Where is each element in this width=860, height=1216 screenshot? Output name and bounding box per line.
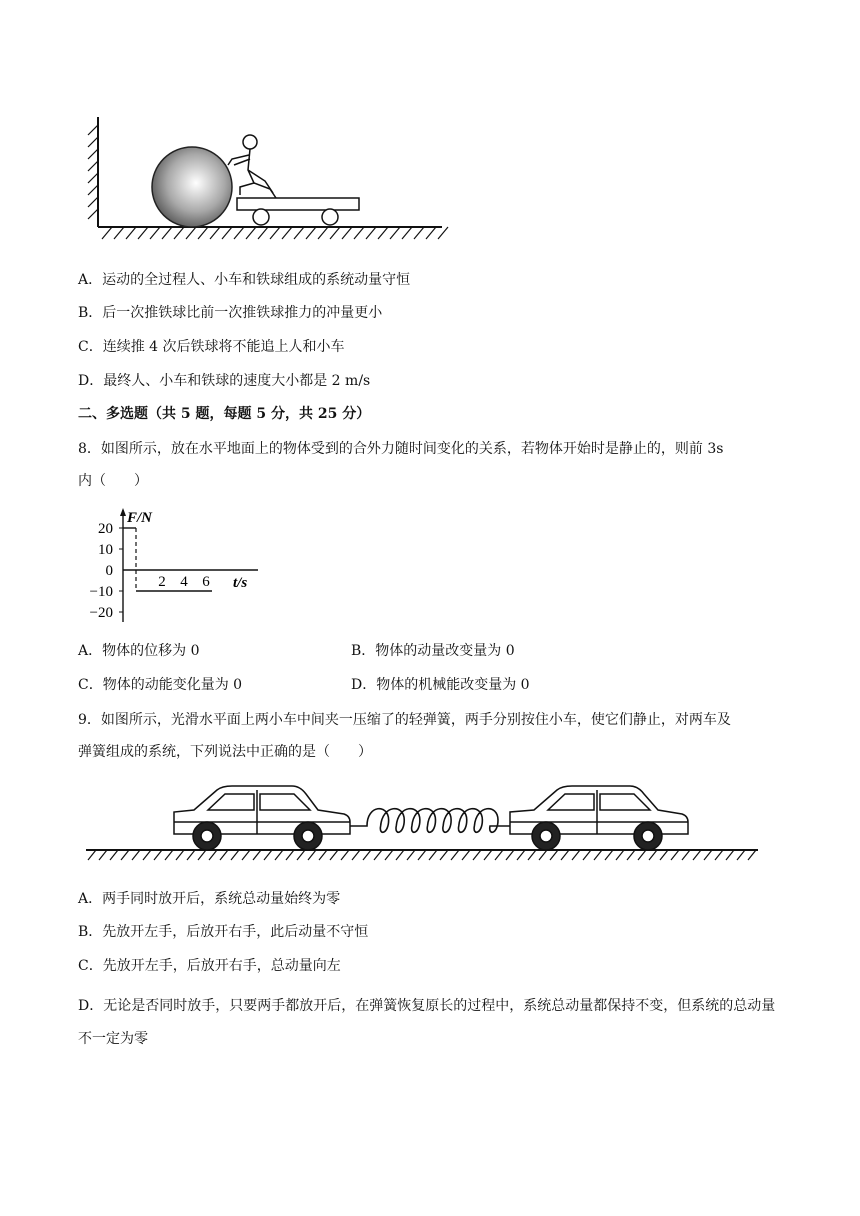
- q9-stem-line1: 9．如图所示，光滑水平面上两小车中间夹一压缩了的轻弹簧，两手分别按住小车，使它们静止，对两车及: [78, 712, 731, 728]
- x-tick-label: 6: [202, 574, 210, 590]
- q7-option-d[interactable]: D．最终人、小车和铁球的速度大小都是 2 m/s: [78, 373, 371, 389]
- ball-cart-figure: [80, 115, 450, 245]
- cars-spring-figure: [82, 776, 762, 866]
- q9-stem-line2: 弹簧组成的系统，下列说法中正确的是（ ）: [78, 744, 372, 760]
- y-axis-arrow: [120, 508, 126, 516]
- left-car: [174, 786, 350, 850]
- q8-stem-line1: 8．如图所示，放在水平地面上的物体受到的合外力随时间变化的关系，若物体开始时是静止的，则前 3s: [78, 441, 724, 457]
- q8-stem-line2: 内（ ）: [78, 473, 148, 489]
- x-axis-label: t/s: [233, 575, 248, 591]
- q7-option-c[interactable]: C．连续推 4 次后铁球将不能追上人和小车: [78, 339, 345, 355]
- y-tick-label: −20: [89, 605, 113, 621]
- x-tick-label: 4: [180, 574, 188, 590]
- x-tick-label: 2: [158, 574, 166, 590]
- y-tick-label: −10: [89, 584, 113, 600]
- q9-option-c[interactable]: C．先放开左手，后放开右手，总动量向左: [78, 958, 341, 974]
- person: [228, 135, 276, 198]
- spring: [350, 809, 510, 833]
- q9-option-b[interactable]: B．先放开左手，后放开右手，此后动量不守恒: [78, 924, 369, 940]
- right-car: [510, 786, 688, 850]
- y-tick-label: 20: [98, 521, 113, 537]
- q8-option-a[interactable]: A．物体的位移为 0: [78, 643, 200, 659]
- section-heading: 二、多选题（共 5 题，每题 5 分，共 25 分）: [78, 406, 371, 422]
- force-time-chart: [78, 502, 268, 626]
- q8-option-c[interactable]: C．物体的动能变化量为 0: [78, 677, 243, 693]
- y-tick-label: 0: [105, 563, 113, 579]
- y-tick-label: 10: [98, 542, 113, 558]
- y-axis-label: F/N: [127, 510, 153, 526]
- iron-ball: [152, 147, 232, 227]
- q8-option-b[interactable]: B．物体的动量改变量为 0: [351, 643, 515, 659]
- q7-option-b[interactable]: B．后一次推铁球比前一次推铁球推力的冲量更小: [78, 305, 383, 321]
- q8-option-d[interactable]: D．物体的机械能改变量为 0: [351, 677, 530, 693]
- cart: [237, 198, 359, 210]
- q9-option-d[interactable]: D．无论是否同时放手，只要两手都放开后，在弹簧恢复原长的过程中，系统总动量都保持不变，但系统的总动量不一定为零: [78, 998, 776, 1047]
- q9-option-a[interactable]: A．两手同时放开后，系统总动量始终为零: [78, 891, 341, 907]
- q7-option-a[interactable]: A．运动的全过程人、小车和铁球组成的系统动量守恒: [78, 272, 411, 288]
